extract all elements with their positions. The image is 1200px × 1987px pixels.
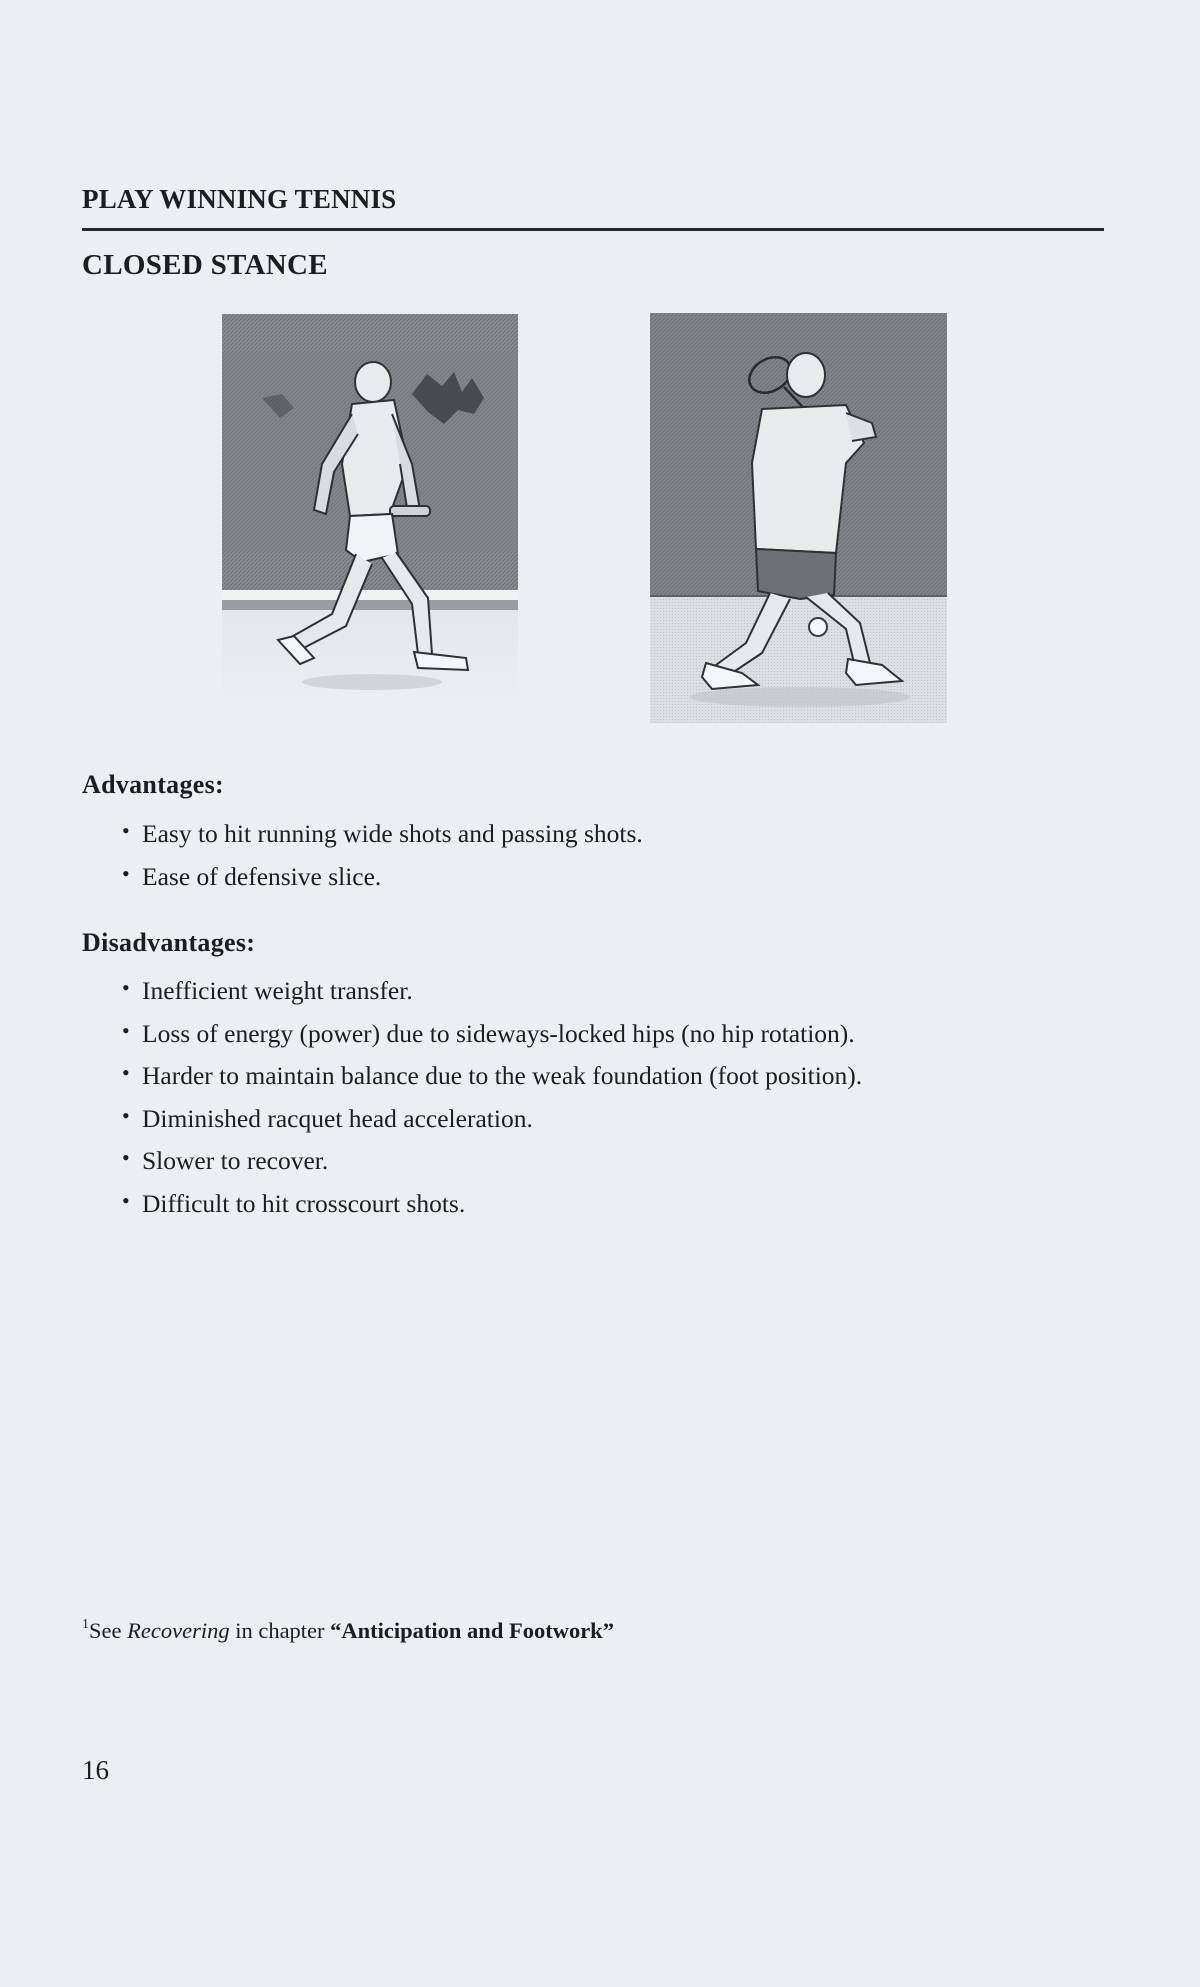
tennis-player-backhand-closed-stance-illustration bbox=[650, 313, 947, 723]
disadvantages-list bbox=[122, 970, 862, 1225]
footnote-middle: in chapter bbox=[229, 1618, 331, 1643]
list-item-text: Harder to maintain balance due to the weak foundation (foot position). bbox=[142, 1061, 863, 1090]
section-title: CLOSED STANCE bbox=[82, 249, 328, 281]
list-item bbox=[122, 1013, 862, 1056]
list-item-text: Slower to recover. bbox=[142, 1146, 329, 1175]
list-item-text: Ease of defensive slice. bbox=[142, 861, 382, 891]
footnote-reference-italic: Recovering bbox=[127, 1618, 230, 1643]
list-item bbox=[122, 1140, 862, 1183]
list-item bbox=[122, 1055, 862, 1098]
bullet-icon: • bbox=[122, 1145, 130, 1170]
bullet-icon: • bbox=[122, 860, 130, 886]
list-item-text: Diminished racquet head acceleration. bbox=[142, 1103, 533, 1133]
page-number: 16 bbox=[82, 1755, 109, 1785]
list-item bbox=[122, 1098, 862, 1141]
disadvantages-heading: Disadvantages: bbox=[82, 928, 256, 957]
bullet-icon: • bbox=[122, 1187, 130, 1213]
bullet-icon: • bbox=[122, 1060, 130, 1085]
list-item bbox=[122, 1183, 862, 1226]
advantages-heading: Advantages: bbox=[82, 770, 224, 799]
footnote-prefix: See bbox=[89, 1618, 128, 1643]
bullet-icon: • bbox=[122, 1102, 130, 1128]
header-rule bbox=[82, 228, 1104, 231]
list-item-text: Difficult to hit crosscourt shots. bbox=[142, 1188, 466, 1218]
tennis-player-running-closed-stance-illustration bbox=[222, 314, 518, 706]
list-item bbox=[122, 970, 862, 1013]
list-item-text: Easy to hit running wide shots and passing shots. bbox=[142, 819, 643, 848]
running-header: PLAY WINNING TENNIS bbox=[82, 184, 397, 214]
list-item bbox=[122, 813, 643, 856]
list-item bbox=[122, 856, 643, 899]
bullet-icon: • bbox=[122, 1017, 130, 1043]
footnote bbox=[82, 1618, 614, 1644]
advantages-list bbox=[122, 813, 643, 898]
footnote-marker: 1 bbox=[82, 1616, 89, 1632]
list-item-text: Loss of energy (power) due to sideways-locked hips (no hip rotation). bbox=[142, 1018, 855, 1048]
list-item-text: Inefficient weight transfer. bbox=[142, 976, 413, 1005]
bullet-icon: • bbox=[122, 818, 130, 843]
bullet-icon: • bbox=[122, 975, 130, 1000]
footnote-chapter-title: “Anticipation and Footwork” bbox=[330, 1618, 614, 1643]
